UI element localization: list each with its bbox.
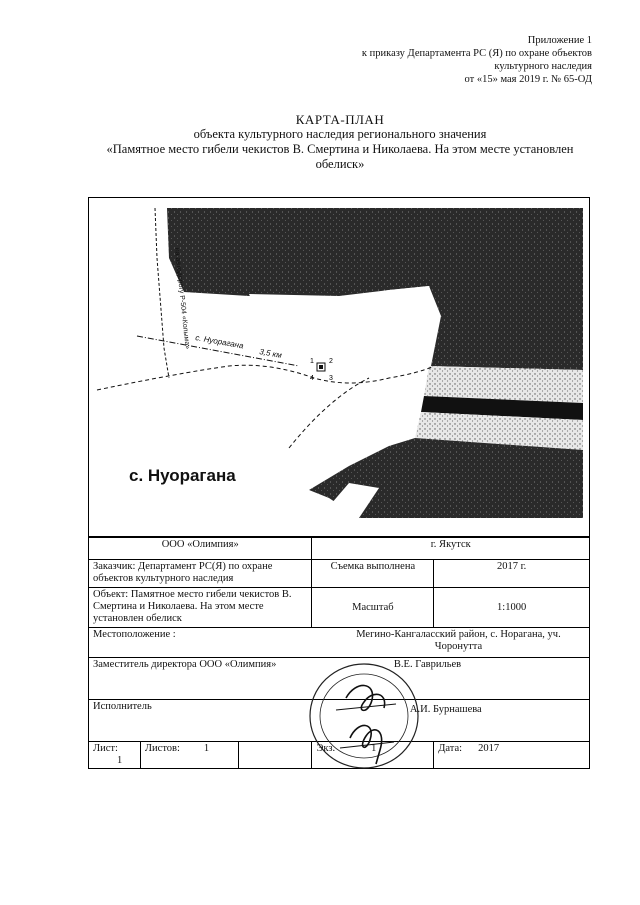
distance-label: 3,5 км bbox=[258, 347, 283, 360]
sheets-value: 1 bbox=[203, 743, 210, 754]
copy-label: Экз. bbox=[316, 743, 336, 754]
point-1: 1 bbox=[310, 358, 314, 365]
appendix-date-line: от «15» мая 2019 г. № 65-ОД bbox=[464, 74, 592, 85]
road-nuoragana-label: с. Нуорагана bbox=[194, 333, 245, 351]
title-line-3: «Памятное место гибели чекистов В. Смертина и Николаева. На этом месте установлен bbox=[106, 142, 574, 156]
official-seal-and-signatures bbox=[306, 660, 424, 772]
survey-year-cell: 2017 г. bbox=[434, 560, 590, 588]
date-value: 2017 bbox=[478, 743, 500, 754]
road-label: на автодорогу Р-504 «Колыма» bbox=[173, 247, 191, 350]
sheets-label: Листов: bbox=[144, 743, 180, 754]
city-cell: г. Якутск bbox=[312, 538, 590, 560]
blank-cell bbox=[238, 742, 312, 769]
document-title bbox=[70, 112, 610, 172]
executor-label-cell: Исполнитель bbox=[89, 700, 334, 742]
sheet-value: 1 bbox=[117, 755, 123, 766]
appendix-line-1: Приложение 1 bbox=[527, 35, 592, 46]
title-line-2: объекта культурного наследия регионального значения bbox=[193, 127, 487, 141]
title-main: КАРТА-ПЛАН bbox=[295, 112, 385, 127]
appendix-header bbox=[362, 34, 592, 86]
village-label: с. Нуорагана bbox=[129, 466, 236, 485]
point-4: 4 bbox=[310, 375, 314, 382]
boundary-line bbox=[97, 365, 434, 390]
sheet-cell bbox=[89, 742, 141, 769]
site-marker bbox=[310, 358, 333, 382]
road-line bbox=[155, 208, 169, 378]
title-line-4: обелиск» bbox=[315, 157, 365, 171]
point-2: 2 bbox=[329, 358, 333, 365]
object-cell: Объект: Памятное место гибели чекистов В. Смертина и Николаева. На этом месте установлен обелиск bbox=[89, 588, 312, 628]
deputy-name-cell: В.Е. Гаврильев bbox=[334, 658, 590, 700]
company-cell: ООО «Олимпия» bbox=[89, 538, 312, 560]
appendix-line-3: культурного наследия bbox=[494, 61, 592, 72]
date-label: Дата: bbox=[438, 743, 463, 754]
copy-value: 1 bbox=[371, 743, 377, 754]
site-map bbox=[88, 197, 590, 537]
sheet-label: Лист: bbox=[93, 743, 118, 754]
date-cell bbox=[434, 742, 590, 769]
survey-label-cell: Съемка выполнена bbox=[312, 560, 434, 588]
sheets-cell bbox=[140, 742, 238, 769]
appendix-line-2: к приказу Департамента РС (Я) по охране объектов bbox=[361, 48, 592, 59]
field-area bbox=[249, 286, 441, 373]
location-label-cell: Местоположение : bbox=[89, 628, 312, 658]
location-value-cell: Мегино-Кангаласский район, с. Норагана, уч. Чоронутта bbox=[312, 628, 590, 658]
scale-value-cell: 1:1000 bbox=[434, 588, 590, 628]
deputy-label-cell: Заместитель директора ООО «Олимпия» bbox=[89, 658, 334, 700]
executor-name-cell: А.И. Бурнашева bbox=[334, 700, 590, 742]
point-3: 3 bbox=[329, 375, 333, 382]
map-drawing bbox=[89, 198, 590, 537]
scale-label-cell: Масштаб bbox=[312, 588, 434, 628]
customer-cell: Заказчик: Департамент РС(Я) по охране объектов культурного наследия bbox=[89, 560, 312, 588]
